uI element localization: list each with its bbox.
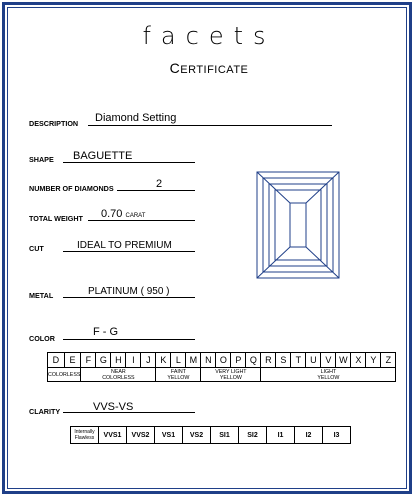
color-group-cell: VERY LIGHT YELLOW xyxy=(201,368,261,382)
color-grade-cell: Q xyxy=(246,353,261,368)
cut-outline-2 xyxy=(263,178,333,272)
clarity-grade-cell: VVS1 xyxy=(99,427,127,444)
color-grade-cell: E xyxy=(64,353,81,368)
clarity-grade-cell: VVS2 xyxy=(127,427,155,444)
color-grade-cell: T xyxy=(291,353,306,368)
metal-underline xyxy=(63,297,195,298)
color-label: COLOR xyxy=(29,334,55,343)
clarity-label: CLARITY xyxy=(29,407,61,416)
clarity-grade-cell: Internally Flawless xyxy=(71,427,99,444)
color-grade-cell: I xyxy=(126,353,141,368)
description-underline xyxy=(88,125,332,126)
total-weight-underline xyxy=(88,220,195,221)
color-grade-cell: R xyxy=(261,353,276,368)
cut-value: IDEAL TO PREMIUM xyxy=(77,240,172,251)
color-group-cell: COLORLESS xyxy=(48,368,81,382)
color-group-cell: LIGHT YELLOW xyxy=(261,368,396,382)
cut-outline-3 xyxy=(269,184,327,266)
brand-logo: facets xyxy=(142,22,276,50)
clarity-underline xyxy=(63,412,195,413)
number-of-diamonds-value: 2 xyxy=(156,178,163,190)
color-grade-cell: L xyxy=(171,353,186,368)
cut-table xyxy=(290,203,306,247)
color-grade-cell: Y xyxy=(366,353,381,368)
shape-value: BAGUETTE xyxy=(73,150,133,162)
description-value: Diamond Setting xyxy=(95,112,177,124)
color-grade-cell: P xyxy=(231,353,246,368)
total-weight-label: TOTAL WEIGHT xyxy=(29,214,83,223)
clarity-grade-cell: VS1 xyxy=(155,427,183,444)
color-grade-cell: N xyxy=(201,353,216,368)
clarity-grade-cell: VS2 xyxy=(183,427,211,444)
cut-label: CUT xyxy=(29,244,44,253)
clarity-grade-cell: SI1 xyxy=(211,427,239,444)
clarity-grade-cell: I1 xyxy=(267,427,295,444)
total-weight-value: 0.70 CARAT xyxy=(101,208,146,220)
color-group-cell: NEAR COLORLESS xyxy=(81,368,156,382)
clarity-value: VVS-VS xyxy=(93,401,134,413)
number-of-diamonds-underline xyxy=(117,190,195,191)
clarity-grade-cell: I3 xyxy=(323,427,351,444)
color-grade-cell: J xyxy=(141,353,156,368)
color-group-cell: FAINT YELLOW xyxy=(156,368,201,382)
color-grade-cell: V xyxy=(321,353,336,368)
color-grade-scale xyxy=(47,352,396,382)
color-grade-cell: O xyxy=(216,353,231,368)
color-grade-cell: M xyxy=(186,353,201,368)
description-label: DESCRIPTION xyxy=(29,119,79,128)
clarity-grade-scale xyxy=(70,426,351,444)
color-underline xyxy=(63,339,195,340)
color-grade-cell: G xyxy=(96,353,111,368)
color-grade-cell: Z xyxy=(381,353,396,368)
color-grade-cell: H xyxy=(111,353,126,368)
certificate-inner-border xyxy=(7,7,407,489)
shape-underline xyxy=(63,162,195,163)
cut-outline-4 xyxy=(275,190,321,260)
color-value: F - G xyxy=(93,326,119,338)
shape-label: SHAPE xyxy=(29,155,54,164)
color-grade-cell: F xyxy=(81,353,96,368)
color-grade-row xyxy=(48,353,396,368)
cut-underline xyxy=(63,251,195,252)
certificate-title: CERTIFICATE xyxy=(169,60,249,76)
carat-unit: CARAT xyxy=(125,213,146,219)
color-grade-cell: S xyxy=(276,353,291,368)
clarity-grade-cell: SI2 xyxy=(239,427,267,444)
color-grade-cell: K xyxy=(156,353,171,368)
color-grade-cell: X xyxy=(351,353,366,368)
clarity-grade-row xyxy=(71,427,351,444)
metal-label: METAL xyxy=(29,291,54,300)
color-grade-cell: W xyxy=(336,353,351,368)
metal-value: PLATINUM ( 950 ) xyxy=(88,286,170,297)
color-group-row xyxy=(48,368,396,382)
baguette-cut-diagram xyxy=(255,170,341,280)
clarity-grade-cell: I2 xyxy=(295,427,323,444)
color-grade-cell: U xyxy=(306,353,321,368)
color-grade-cell: D xyxy=(48,353,65,368)
number-of-diamonds-label: NUMBER OF DIAMONDS xyxy=(29,184,114,193)
